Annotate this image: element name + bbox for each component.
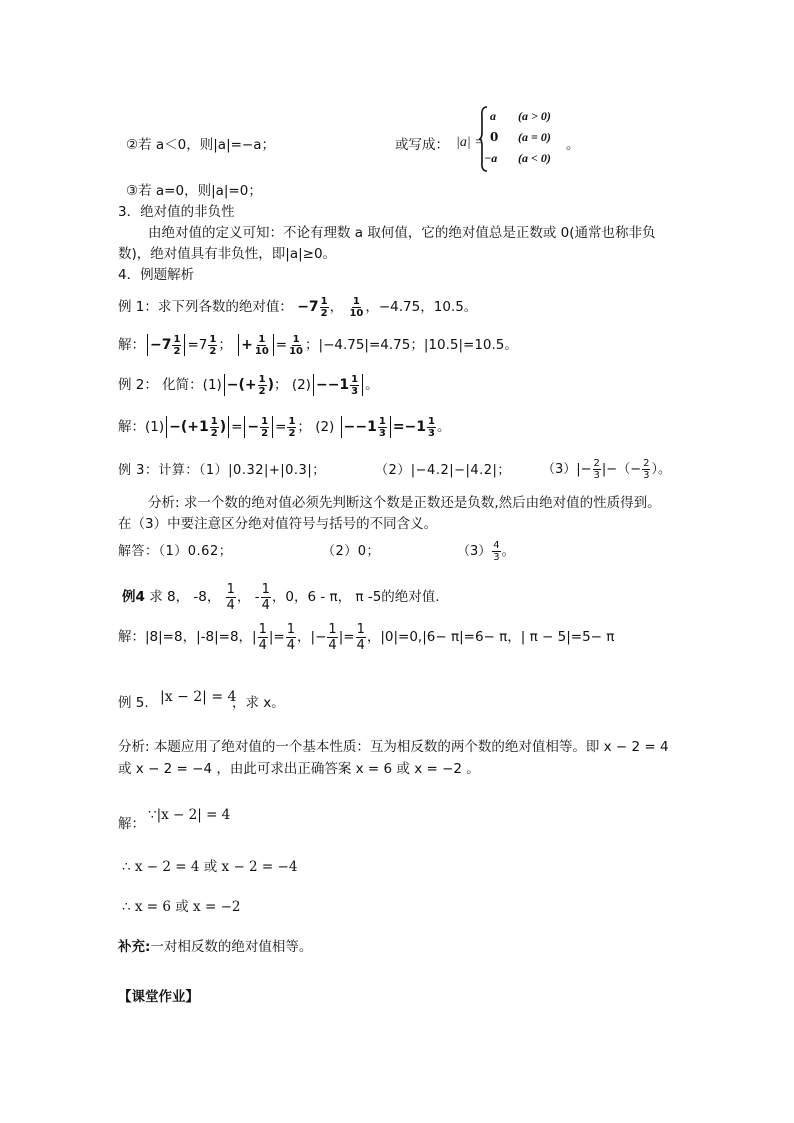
example5-solution-line3: ∴ x = 6 或 x = −2 bbox=[122, 899, 241, 915]
example5-equation: |x − 2| = 4 bbox=[160, 689, 237, 705]
alt-form-end: 。 bbox=[566, 137, 580, 153]
example5-solution-line2: ∴ x − 2 = 4 或 x − 2 = −4 bbox=[122, 859, 298, 875]
case-zero: ③若 a=0，则|a|=0； bbox=[126, 183, 262, 199]
supplement: 补充:一对相反数的绝对值相等。 bbox=[118, 939, 313, 955]
case-row-1: a bbox=[490, 109, 496, 123]
case-row-3-cond: (a < 0) bbox=[518, 151, 551, 165]
section4-heading: 4．例题解析 bbox=[118, 267, 195, 283]
example3-question-3: （3）|− $\frac{2}{3}$ |−（− $\frac{2}{3}$ ）。 bbox=[542, 458, 671, 481]
example3-answer-2: （2）0； bbox=[322, 544, 381, 559]
example1-question: 例 1：求下列各数的绝对值： −7 $\frac{1}{2}$ ， $\frac{1}{10}$ ，−4.75，10.5。 bbox=[118, 295, 478, 319]
example5-tail: ，求 x。 bbox=[232, 695, 285, 711]
example3-answer-3: （3） $\frac{4}{3}$ 。 bbox=[457, 540, 515, 563]
case-negative: ②若 a＜0，则|a|=−a； bbox=[126, 137, 276, 153]
example4-question: 例4 求 8， -8， $\frac{1}{4}$ ， - $\frac{1}{4}$ ，0，6 - π， π -5的绝对值. bbox=[122, 581, 440, 613]
example5-analysis-line2: 或 x − 2 = −4 ，由此可求出正确答案 x = 6 或 x = −2 。 bbox=[118, 761, 480, 777]
case-row-2-cond: (a = 0) bbox=[518, 130, 551, 144]
example5-solution-line1: ∵|x − 2| = 4 bbox=[148, 807, 231, 823]
case-row-2: 0 bbox=[490, 130, 499, 144]
example1-solution: 解： −7 $\frac{1}{2}$ =7 $\frac{1}{2}$ ； + $\frac{1}{10}$ = $\frac{1}{10}$ ；|−4.75|=4.75；|10.5|=10.5。 bbox=[118, 333, 518, 357]
example3-question-1: 例 3：计算：（1）|0.32|+|0.3|； bbox=[118, 463, 326, 478]
example5-label: 例 5. bbox=[118, 695, 149, 711]
alt-form-lhs: |a| = bbox=[456, 135, 484, 150]
example4-solution: 解：|8|=8，|-8|=8，| $\frac{1}{4}$ |= $\frac{1}{4}$ ，|− $\frac{1}{4}$ |= $\frac{1}{4}$ ，|0|=0,|6− π|=6− π，| π − 5|=5− π bbox=[118, 621, 615, 653]
example3-analysis-line1: 分析: 求一个数的绝对值必须先判断这个数是正数还是负数,然后由绝对值的性质得到。 bbox=[148, 495, 661, 511]
example2-question: 例 2： 化简：(1) −(+ $\frac{1}{2}$ )； (2) −−1 $\frac{1}{3}$ 。 bbox=[118, 373, 379, 397]
example3-question-2: （2）|−4.2|−|4.2|； bbox=[375, 463, 511, 478]
section3-paragraph-line1: 由绝对值的定义可知：不论有理数 a 取何值，它的绝对值总是正数或 0(通常也称非负 bbox=[148, 225, 656, 241]
section3-paragraph-line2: 数)，绝对值具有非负性，即|a|≥0。 bbox=[118, 246, 337, 262]
example5-analysis-line1: 分析: 本题应用了绝对值的一个基本性质：互为相反数的两个数的绝对值相等。即 x − 2 = 4 bbox=[118, 739, 669, 755]
example5-solution-prefix: 解： bbox=[118, 816, 145, 832]
case-row-3: −a bbox=[484, 151, 498, 165]
example3-analysis-line2: 在（3）中要注意区分绝对值符号与括号的不同含义。 bbox=[118, 516, 438, 532]
example2-solution: 解：(1) −(+1 $\frac{1}{2}$ ) = − $\frac{1}{2}$ = $\frac{1}{2}$ ； (2) −−1 $\frac{1}{3}$ =−1 $\frac{1}{3}$ 。 bbox=[118, 415, 451, 439]
alt-form-label: 或写成： bbox=[395, 137, 449, 153]
section3-heading: 3．绝对值的非负性 bbox=[118, 204, 235, 220]
case-row-1-cond: (a > 0) bbox=[518, 109, 551, 123]
homework-heading: 【课堂作业】 bbox=[118, 989, 199, 1005]
example3-answer-1: 解答：（1）0.62； bbox=[118, 544, 233, 559]
